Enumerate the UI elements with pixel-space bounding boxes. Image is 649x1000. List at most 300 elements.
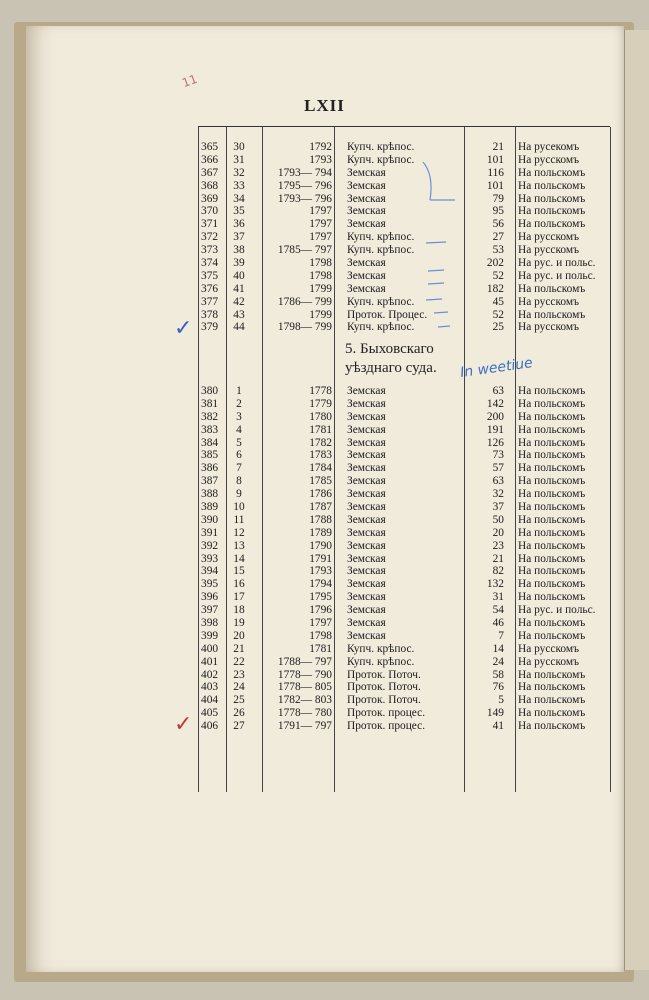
- cell-record-type: Земская: [347, 629, 386, 642]
- cell-index: 25: [233, 694, 245, 707]
- table-row: [198, 488, 613, 501]
- cell-number: 390: [201, 513, 219, 526]
- table-row: [198, 231, 613, 244]
- cell-record-type: Купч. крѣпос.: [347, 295, 415, 308]
- cell-years: 1793— 796: [277, 192, 332, 205]
- table-row: [198, 180, 613, 193]
- cell-count: 182: [486, 282, 504, 295]
- cell-index: 39: [233, 257, 245, 270]
- cell-number: 366: [201, 153, 219, 166]
- table-row: [198, 141, 613, 154]
- cell-index: 38: [233, 244, 245, 257]
- section-title-line1: 5. Быховскаго: [345, 341, 434, 357]
- cell-index: 34: [233, 192, 245, 205]
- cell-count: 57: [492, 462, 504, 475]
- table-row: [198, 398, 613, 411]
- cell-language: На польскомъ: [518, 526, 586, 539]
- cell-years: 1788— 797: [277, 655, 332, 668]
- cell-index: 21: [233, 642, 245, 655]
- cell-count: 14: [492, 642, 504, 655]
- cell-count: 24: [492, 655, 504, 668]
- cell-language: На русскомъ: [518, 295, 580, 308]
- cell-years: 1779: [309, 397, 332, 410]
- cell-count: 54: [492, 604, 504, 617]
- cell-record-type: Купч. крѣпос.: [347, 244, 415, 257]
- table-row: [198, 193, 613, 206]
- table-row: [198, 578, 613, 591]
- cell-count: 63: [492, 475, 504, 488]
- cell-index: 36: [233, 218, 245, 231]
- cell-number: 402: [201, 668, 219, 681]
- cell-language: На русскомъ: [518, 231, 580, 244]
- cell-index: 2: [236, 397, 242, 410]
- table-row: [198, 449, 613, 462]
- cell-record-type: Земская: [347, 578, 386, 591]
- cell-years: 1793— 794: [277, 166, 332, 179]
- cell-language: На польскомъ: [518, 591, 586, 604]
- cell-index: 42: [233, 295, 245, 308]
- cell-language: На польскомъ: [518, 578, 586, 591]
- table-top-rule: [198, 126, 610, 127]
- cell-number: 369: [201, 192, 219, 205]
- cell-record-type: Земская: [347, 552, 386, 565]
- cell-number: 372: [201, 231, 219, 244]
- cell-language: На польскомъ: [518, 488, 586, 501]
- cell-years: 1794: [309, 578, 332, 591]
- cell-index: 1: [236, 385, 242, 397]
- cell-language: На польскомъ: [518, 192, 586, 205]
- section-title-line2: уѣзднаго суда.: [345, 360, 437, 376]
- cell-years: 1798: [309, 257, 332, 270]
- cell-language: На рус. и польс.: [518, 604, 596, 617]
- cell-record-type: Земская: [347, 617, 386, 630]
- cell-count: 101: [486, 179, 504, 192]
- cell-record-type: Земская: [347, 475, 386, 488]
- page-number: LXII: [304, 96, 345, 115]
- cell-count: 32: [492, 488, 504, 501]
- cell-language: На русскомъ: [518, 321, 580, 334]
- cell-years: 1798— 799: [277, 321, 332, 334]
- table-row: [198, 501, 613, 514]
- cell-language: На русскомъ: [518, 655, 580, 668]
- table-row: [198, 257, 613, 270]
- cell-index: 43: [233, 308, 245, 321]
- cell-index: 41: [233, 282, 245, 295]
- cell-number: 380: [201, 385, 219, 397]
- cell-years: 1799: [309, 308, 332, 321]
- cell-language: На польскомъ: [518, 423, 586, 436]
- cell-language: На польскомъ: [518, 179, 586, 192]
- cell-years: 1778: [309, 385, 332, 397]
- cell-years: 1780: [309, 410, 332, 423]
- cell-language: На польскомъ: [518, 475, 586, 488]
- handwritten-pen-marks: [420, 160, 470, 460]
- cell-number: 370: [201, 205, 219, 218]
- cell-count: 63: [492, 385, 504, 397]
- table-row: [198, 694, 613, 707]
- cell-number: 406: [201, 720, 219, 733]
- cell-language: На русскомъ: [518, 642, 580, 655]
- cell-years: 1797: [309, 231, 332, 244]
- cell-index: 24: [233, 681, 245, 694]
- cell-years: 1796: [309, 604, 332, 617]
- table-row: [198, 167, 613, 180]
- table-row: [198, 630, 613, 643]
- table-row: [198, 681, 613, 694]
- cell-number: 375: [201, 269, 219, 282]
- cell-years: 1781: [309, 642, 332, 655]
- cell-language: На польскомъ: [518, 282, 586, 295]
- cell-language: На русекомъ: [518, 141, 580, 153]
- cell-years: 1793: [309, 153, 332, 166]
- cell-index: 8: [236, 475, 242, 488]
- cell-language: На польскомъ: [518, 694, 586, 707]
- cell-record-type: Земская: [347, 513, 386, 526]
- cell-count: 82: [492, 565, 504, 578]
- cell-count: 7: [498, 629, 504, 642]
- cell-language: На рус. и польс.: [518, 269, 596, 282]
- cell-count: 37: [492, 501, 504, 514]
- cell-record-type: Купч. крѣпос.: [347, 231, 415, 244]
- cell-language: На польскомъ: [518, 629, 586, 642]
- cell-count: 50: [492, 513, 504, 526]
- cell-index: 5: [236, 436, 242, 449]
- cell-language: На польскомъ: [518, 707, 586, 720]
- cell-language: На польскомъ: [518, 449, 586, 462]
- table-row: [198, 669, 613, 682]
- cell-years: 1790: [309, 539, 332, 552]
- cell-count: 79: [492, 192, 504, 205]
- cell-count: 202: [486, 257, 504, 270]
- cell-number: 378: [201, 308, 219, 321]
- table-row: [198, 591, 613, 604]
- cell-number: 399: [201, 629, 219, 642]
- cell-record-type: Земская: [347, 604, 386, 617]
- cell-record-type: Земская: [347, 591, 386, 604]
- table-row: [198, 270, 613, 283]
- cell-number: 397: [201, 604, 219, 617]
- cell-count: 126: [486, 436, 504, 449]
- cell-index: 35: [233, 205, 245, 218]
- red-checkmark: ✓: [174, 712, 193, 737]
- cell-number: 387: [201, 475, 219, 488]
- cell-record-type: Земская: [347, 539, 386, 552]
- cell-number: 385: [201, 449, 219, 462]
- cell-number: 403: [201, 681, 219, 694]
- cell-years: 1798: [309, 629, 332, 642]
- cell-years: 1795— 796: [277, 179, 332, 192]
- cell-count: 31: [492, 591, 504, 604]
- cell-years: 1787: [309, 501, 332, 514]
- cell-number: 396: [201, 591, 219, 604]
- table-row: [198, 205, 613, 218]
- cell-years: 1797: [309, 218, 332, 231]
- cell-number: 391: [201, 526, 219, 539]
- table-row: [198, 707, 613, 720]
- cell-number: 365: [201, 141, 219, 153]
- cell-index: 30: [233, 141, 245, 153]
- cell-record-type: Земская: [347, 218, 386, 231]
- cell-number: 400: [201, 642, 219, 655]
- table-row: [198, 565, 613, 578]
- cell-count: 58: [492, 668, 504, 681]
- cell-count: 101: [486, 153, 504, 166]
- cell-language: На польскомъ: [518, 565, 586, 578]
- cell-years: 1785: [309, 475, 332, 488]
- cell-record-type: Купч. крѣпос.: [347, 655, 415, 668]
- table-row: [198, 309, 613, 322]
- cell-number: 386: [201, 462, 219, 475]
- cell-record-type: Проток. процес.: [347, 720, 426, 733]
- cell-years: 1778— 790: [277, 668, 332, 681]
- cell-language: На польскомъ: [518, 410, 586, 423]
- table-row: [198, 411, 613, 424]
- cell-language: На польскомъ: [518, 720, 586, 733]
- cell-count: 116: [487, 166, 504, 179]
- cell-years: 1799: [309, 282, 332, 295]
- cell-index: 9: [236, 488, 242, 501]
- cell-record-type: Земская: [347, 166, 386, 179]
- cell-count: 200: [486, 410, 504, 423]
- cell-record-type: Земская: [347, 192, 386, 205]
- cell-language: На польскомъ: [518, 397, 586, 410]
- cell-index: 19: [233, 617, 245, 630]
- cell-record-type: Проток. Поточ.: [347, 694, 421, 707]
- register-table-bottom: [198, 385, 613, 733]
- cell-number: 368: [201, 179, 219, 192]
- cell-language: На польскомъ: [518, 218, 586, 231]
- cell-record-type: Земская: [347, 565, 386, 578]
- cell-index: 33: [233, 179, 245, 192]
- cell-number: 394: [201, 565, 219, 578]
- cell-language: На польскомъ: [518, 617, 586, 630]
- cell-index: 22: [233, 655, 245, 668]
- table-row: [198, 656, 613, 669]
- table-row: [198, 540, 613, 553]
- cell-index: 44: [233, 321, 245, 334]
- cell-index: 10: [233, 501, 245, 514]
- cell-language: На русскомъ: [518, 244, 580, 257]
- cell-count: 23: [492, 539, 504, 552]
- cell-count: 20: [492, 526, 504, 539]
- cell-years: 1784: [309, 462, 332, 475]
- cell-language: На польскомъ: [518, 205, 586, 218]
- cell-number: 382: [201, 410, 219, 423]
- cell-record-type: Проток. процес.: [347, 707, 426, 720]
- cell-language: На польскомъ: [518, 513, 586, 526]
- cell-years: 1788: [309, 513, 332, 526]
- cell-index: 26: [233, 707, 245, 720]
- cell-count: 21: [492, 141, 504, 153]
- cell-number: 404: [201, 694, 219, 707]
- cell-count: 73: [492, 449, 504, 462]
- cell-years: 1793: [309, 565, 332, 578]
- cell-record-type: Земская: [347, 436, 386, 449]
- cell-language: На русскомъ: [518, 153, 580, 166]
- next-page-edge: [624, 30, 649, 970]
- cell-record-type: Земская: [347, 269, 386, 282]
- cell-record-type: Проток. Поточ.: [347, 668, 421, 681]
- table-row: [198, 527, 613, 540]
- cell-index: 23: [233, 668, 245, 681]
- table-row: [198, 617, 613, 630]
- cell-record-type: Купч. крѣпос.: [347, 642, 415, 655]
- cell-number: 383: [201, 423, 219, 436]
- cell-years: 1798: [309, 269, 332, 282]
- cell-count: 95: [492, 205, 504, 218]
- cell-number: 373: [201, 244, 219, 257]
- cell-years: 1797: [309, 205, 332, 218]
- cell-record-type: Купч. крѣпос.: [347, 153, 415, 166]
- cell-count: 21: [492, 552, 504, 565]
- cell-record-type: Земская: [347, 179, 386, 192]
- cell-language: На польскомъ: [518, 501, 586, 514]
- cell-years: 1789: [309, 526, 332, 539]
- cell-number: 377: [201, 295, 219, 308]
- cell-years: 1795: [309, 591, 332, 604]
- cell-language: На польскомъ: [518, 166, 586, 179]
- cell-years: 1785— 797: [277, 244, 332, 257]
- cell-index: 3: [236, 410, 242, 423]
- cell-number: 379: [201, 321, 219, 334]
- cell-language: На польскомъ: [518, 462, 586, 475]
- cell-record-type: Земская: [347, 397, 386, 410]
- table-row: [198, 283, 613, 296]
- cell-index: 31: [233, 153, 245, 166]
- cell-count: 149: [486, 707, 504, 720]
- cell-number: 367: [201, 166, 219, 179]
- cell-years: 1786— 799: [277, 295, 332, 308]
- cell-count: 46: [492, 617, 504, 630]
- table-row: [198, 514, 613, 527]
- cell-number: 405: [201, 707, 219, 720]
- table-row: [198, 553, 613, 566]
- cell-language: На польскомъ: [518, 308, 586, 321]
- cell-count: 191: [486, 423, 504, 436]
- cell-index: 17: [233, 591, 245, 604]
- cell-number: 376: [201, 282, 219, 295]
- register-table-top: [198, 141, 613, 334]
- cell-count: 142: [486, 397, 504, 410]
- cell-index: 32: [233, 166, 245, 179]
- table-row: [198, 462, 613, 475]
- cell-index: 14: [233, 552, 245, 565]
- cell-years: 1791— 797: [277, 720, 332, 733]
- table-row: [198, 218, 613, 231]
- cell-count: 25: [492, 321, 504, 334]
- cell-number: 388: [201, 488, 219, 501]
- cell-count: 52: [492, 269, 504, 282]
- cell-number: 371: [201, 218, 219, 231]
- cell-index: 40: [233, 269, 245, 282]
- cell-number: 374: [201, 257, 219, 270]
- table-row: [198, 154, 613, 167]
- handwritten-note: In weetiue: [459, 354, 534, 382]
- cell-number: 392: [201, 539, 219, 552]
- cell-record-type: Земская: [347, 257, 386, 270]
- cell-years: 1782— 803: [277, 694, 332, 707]
- cell-number: 398: [201, 617, 219, 630]
- cell-number: 395: [201, 578, 219, 591]
- cell-number: 381: [201, 397, 219, 410]
- cell-index: 7: [236, 462, 242, 475]
- cell-record-type: Земская: [347, 526, 386, 539]
- cell-number: 393: [201, 552, 219, 565]
- table-row: [198, 244, 613, 257]
- cell-years: 1783: [309, 449, 332, 462]
- cell-years: 1791: [309, 552, 332, 565]
- cell-years: 1781: [309, 423, 332, 436]
- cell-count: 76: [492, 681, 504, 694]
- cell-years: 1778— 805: [277, 681, 332, 694]
- table-row: [198, 475, 613, 488]
- cell-record-type: Земская: [347, 410, 386, 423]
- cell-number: 389: [201, 501, 219, 514]
- cell-count: 5: [498, 694, 504, 707]
- cell-language: На польскомъ: [518, 385, 586, 397]
- cell-count: 41: [492, 720, 504, 733]
- cell-index: 16: [233, 578, 245, 591]
- cell-language: На польскомъ: [518, 436, 586, 449]
- cell-record-type: Земская: [347, 423, 386, 436]
- cell-count: 56: [492, 218, 504, 231]
- cell-years: 1786: [309, 488, 332, 501]
- cell-index: 18: [233, 604, 245, 617]
- cell-count: 53: [492, 244, 504, 257]
- cell-record-type: Земская: [347, 385, 386, 397]
- cell-language: На польскомъ: [518, 668, 586, 681]
- cell-index: 20: [233, 629, 245, 642]
- cell-count: 52: [492, 308, 504, 321]
- table-row: [198, 643, 613, 656]
- cell-index: 12: [233, 526, 245, 539]
- cell-record-type: Проток. Процес.: [347, 308, 428, 321]
- cell-index: 37: [233, 231, 245, 244]
- cell-record-type: Земская: [347, 205, 386, 218]
- cell-record-type: Купч. крѣпос.: [347, 321, 415, 334]
- table-row: [198, 424, 613, 437]
- cell-record-type: Земская: [347, 488, 386, 501]
- cell-years: 1778— 780: [277, 707, 332, 720]
- cell-record-type: Проток. Поточ.: [347, 681, 421, 694]
- cell-years: 1782: [309, 436, 332, 449]
- table-row: [198, 385, 613, 398]
- cell-index: 11: [233, 513, 245, 526]
- cell-index: 13: [233, 539, 245, 552]
- cell-language: На польскомъ: [518, 539, 586, 552]
- cell-count: 132: [486, 578, 504, 591]
- table-row: [198, 720, 613, 733]
- cell-record-type: Земская: [347, 282, 386, 295]
- cell-number: 384: [201, 436, 219, 449]
- cell-language: На польскомъ: [518, 552, 586, 565]
- cell-record-type: Земская: [347, 462, 386, 475]
- cell-years: 1792: [309, 141, 332, 153]
- cell-index: 27: [233, 720, 245, 733]
- cell-record-type: Купч. крѣпос.: [347, 141, 415, 153]
- cell-index: 4: [236, 423, 242, 436]
- cell-record-type: Земская: [347, 449, 386, 462]
- cell-number: 401: [201, 655, 219, 668]
- cell-language: На польскомъ: [518, 681, 586, 694]
- cell-index: 6: [236, 449, 242, 462]
- table-row: [198, 604, 613, 617]
- cell-count: 45: [492, 295, 504, 308]
- blue-checkmark: ✓: [174, 316, 193, 341]
- cell-count: 27: [492, 231, 504, 244]
- table-row: [198, 296, 613, 309]
- table-row: [198, 437, 613, 450]
